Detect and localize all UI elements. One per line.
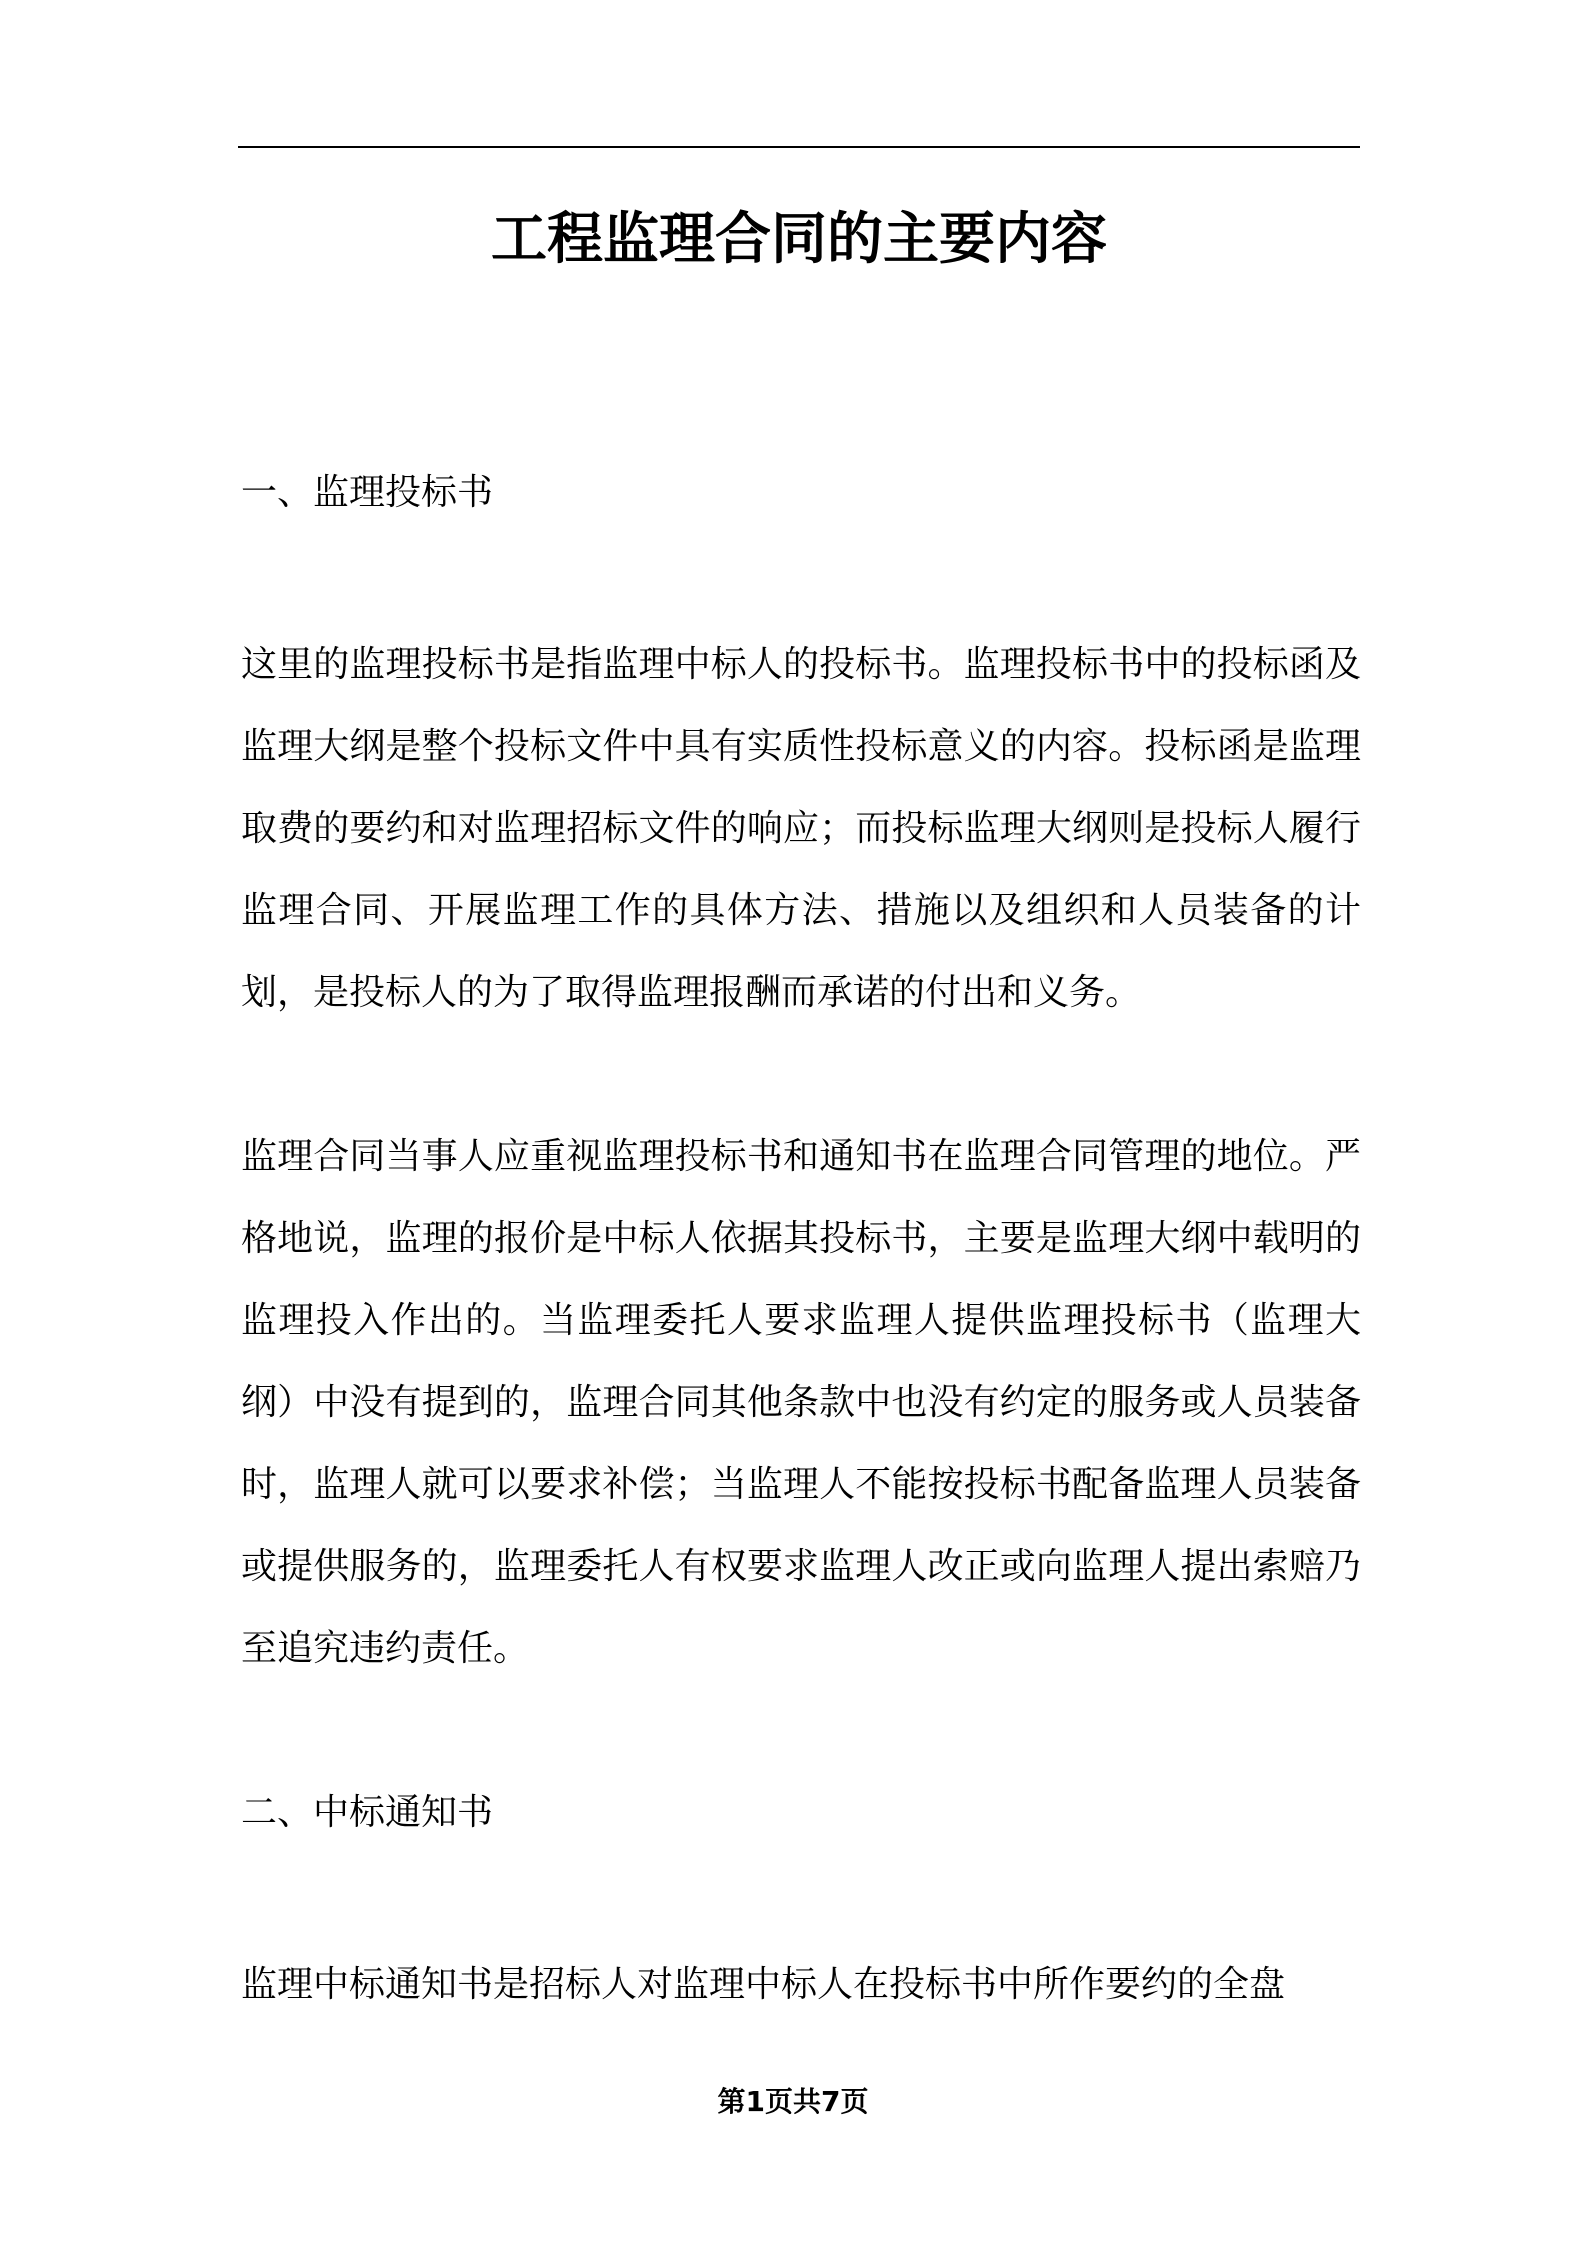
paragraph: 这里的监理投标书是指监理中标人的投标书。监理投标书中的投标函及监理大纲是整个投标文件中具有实质性投标意义的内容。投标函是监理取费的要约和对监理招标文件的响应；而投标监理大纲则是投标人履行监理合同、开展监理工作的具体方法、措施以及组织和人员装备的计划，是投标人的为了取得监理报酬而承诺的付出和义务。 xyxy=(241,644,1361,1013)
header-rule xyxy=(238,146,1360,148)
paragraph: 监理中标通知书是招标人对监理中标人在投标书中所作要约的全盘 xyxy=(241,1964,1286,2005)
section-heading: 一、监理投标书 xyxy=(241,472,494,513)
document-body xyxy=(241,452,1361,2026)
page-number-footer: 第1页共7页 xyxy=(717,2085,869,2118)
document-title: 工程监理合同的主要内容 xyxy=(491,207,1107,272)
paragraph: 监理合同当事人应重视监理投标书和通知书在监理合同管理的地位。严格地说，监理的报价是中标人依据其投标书，主要是监理大纲中载明的监理投入作出的。当监理委托人要求监理人提供监理投标书（监理大纲）中没有提到的，监理合同其他条款中也没有约定的服务或人员装备时，监理人就可以要求补偿；当监理人不能按投标书配备监理人员装备或提供服务的，监理委托人有权要求监理人改正或向监理人提出索赔乃至追究违约责任。 xyxy=(241,1136,1361,1669)
section-heading: 二、中标通知书 xyxy=(241,1792,494,1833)
